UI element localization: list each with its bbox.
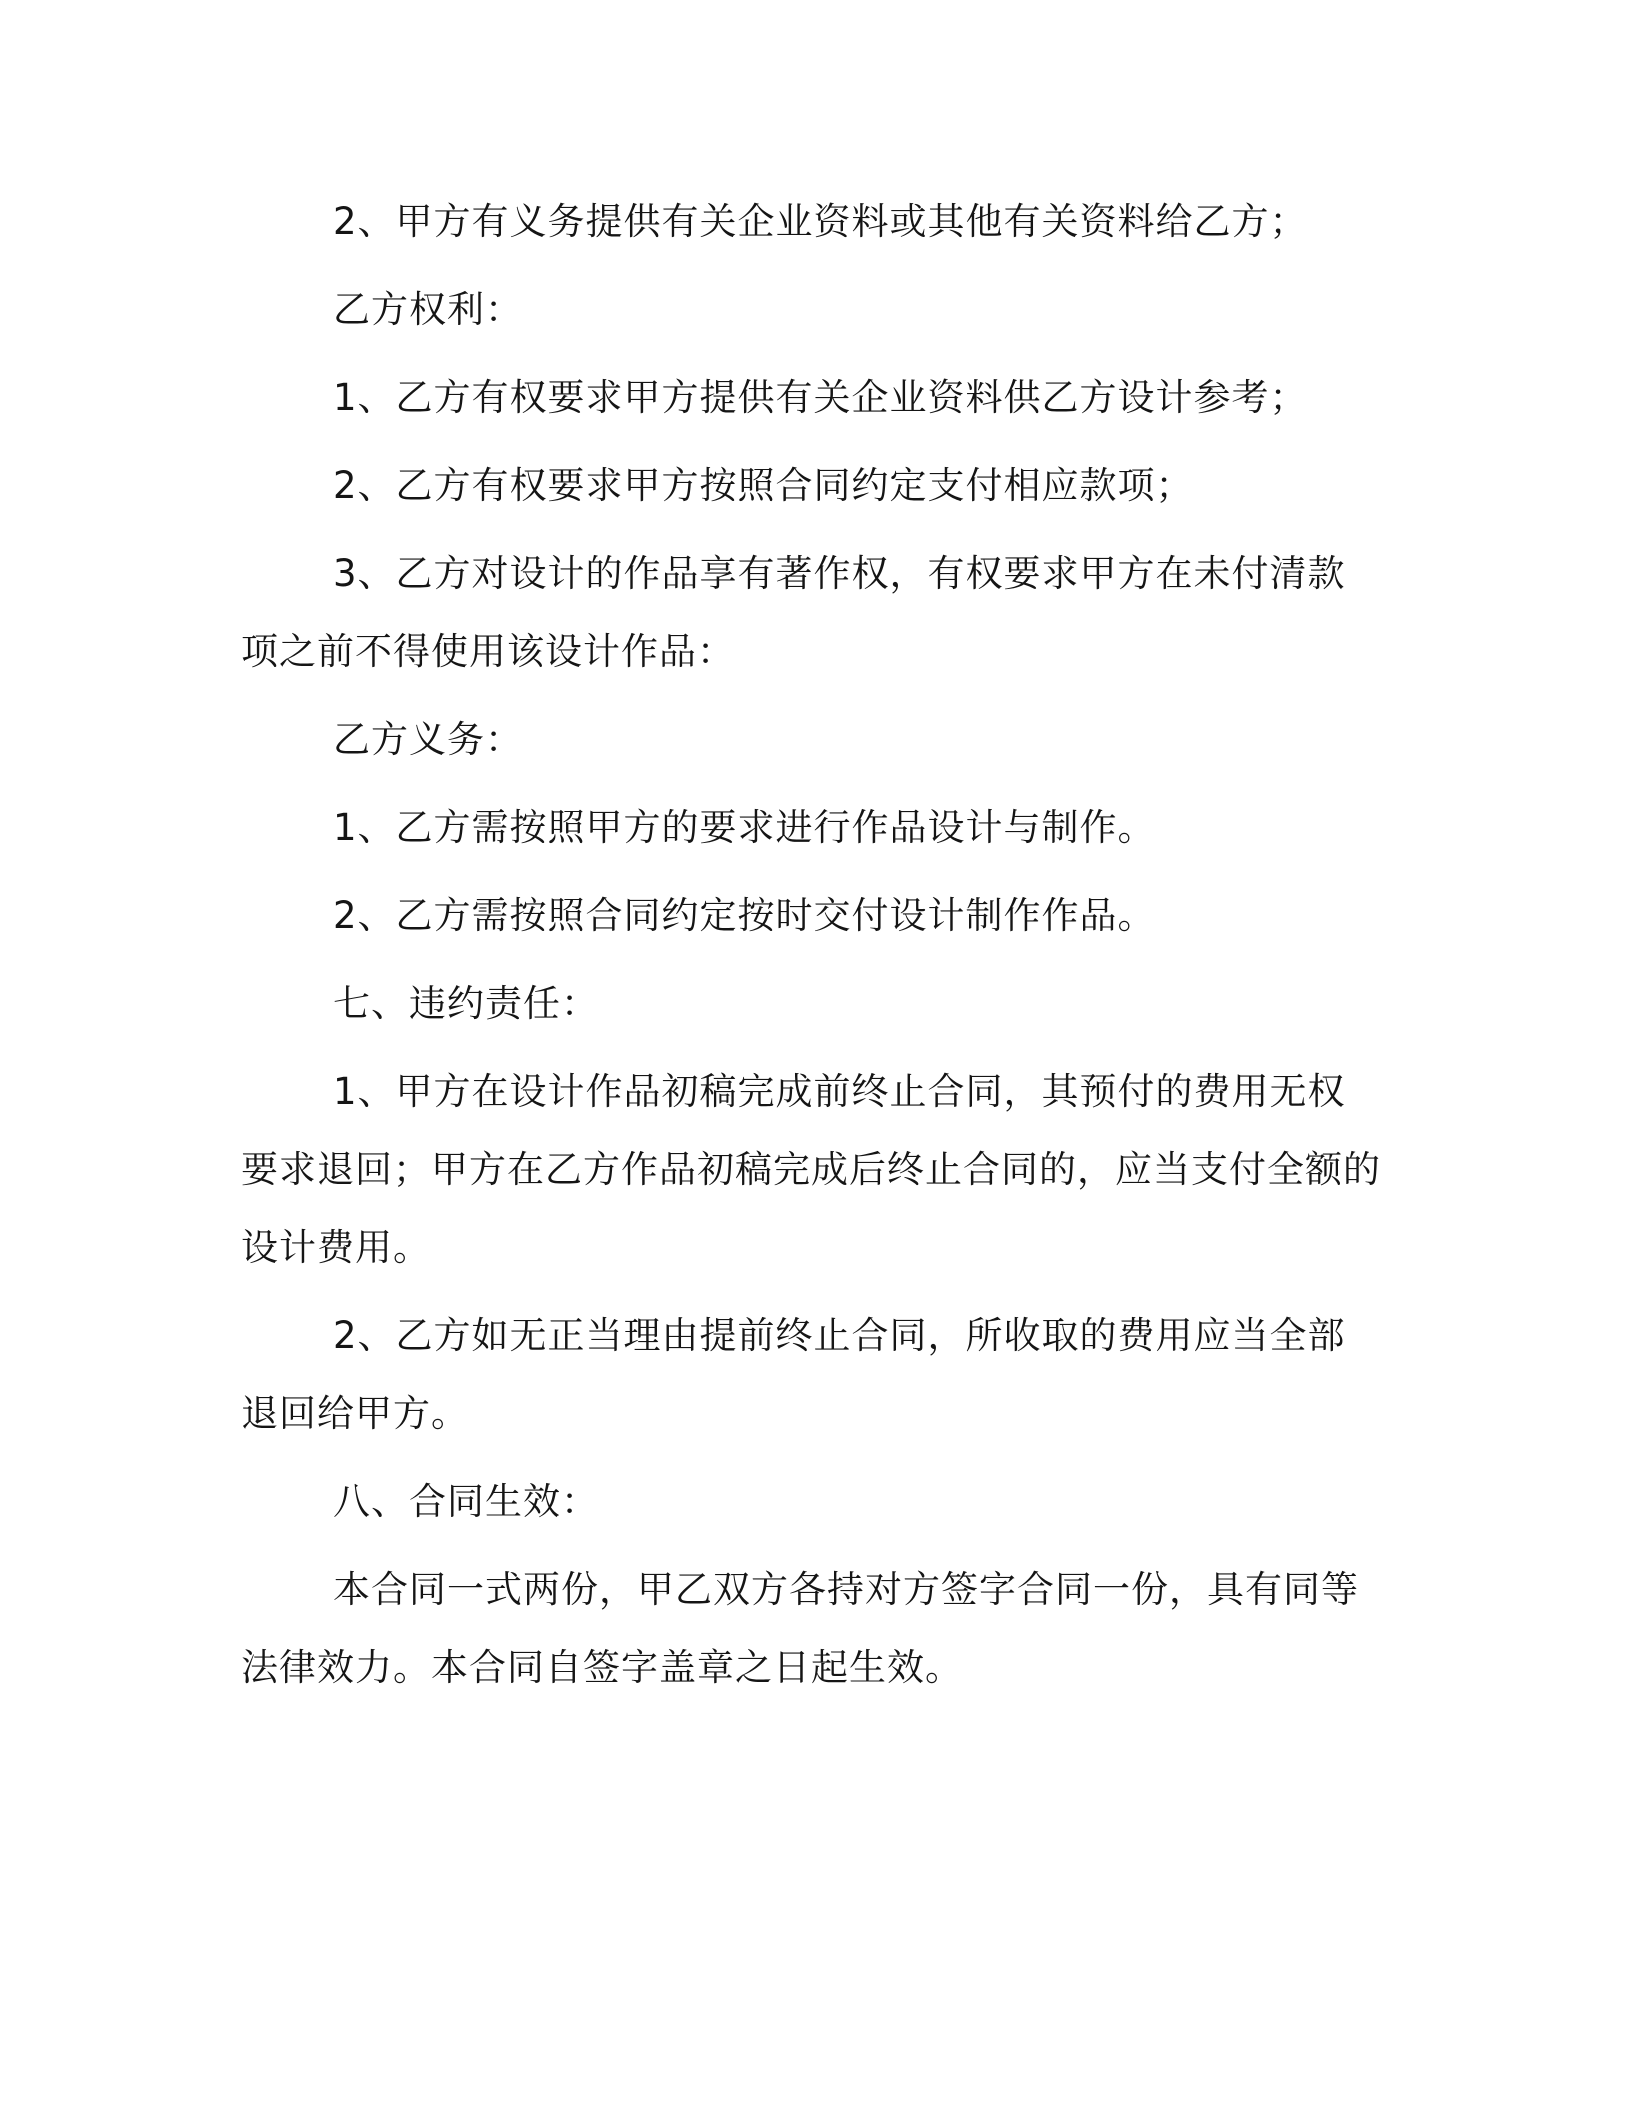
paragraph-party-b-obligation-1: 1、乙方需按照甲方的要求进行作品设计与制作。 (333, 806, 1156, 849)
heading-breach-liability: 七、违约责任： (333, 982, 599, 1025)
paragraph-party-b-right-2: 2、乙方有权要求甲方按照合同约定支付相应款项； (333, 464, 1194, 507)
paragraph-breach-liability-1: 1、甲方在设计作品初稿完成前终止合同，其预付的费用无权要求退回；甲方在乙方作品初稿完成后终止合同的，应当支付全额的设计费用。 (241, 1070, 1381, 1269)
paragraph-party-b-obligation-2: 2、乙方需按照合同约定按时交付设计制作作品。 (333, 894, 1156, 937)
document-body (241, 183, 1381, 1717)
heading-contract-effectiveness: 八、合同生效： (333, 1480, 599, 1523)
paragraph-party-a-obligation-2: 2、甲方有义务提供有关企业资料或其他有关资料给乙方； (333, 200, 1308, 243)
paragraph-contract-effectiveness: 本合同一式两份，甲乙双方各持对方签字合同一份，具有同等法律效力。本合同自签字盖章之日起生效。 (241, 1568, 1359, 1689)
paragraph-party-b-right-1: 1、乙方有权要求甲方提供有关企业资料供乙方设计参考； (333, 376, 1308, 419)
paragraph-breach-liability-2: 2、乙方如无正当理由提前终止合同，所收取的费用应当全部退回给甲方。 (241, 1314, 1346, 1435)
heading-party-b-rights: 乙方权利： (333, 288, 523, 331)
heading-party-b-obligations: 乙方义务： (333, 718, 523, 761)
paragraph-party-b-right-3: 3、乙方对设计的作品享有著作权，有权要求甲方在未付清款项之前不得使用该设计作品： (241, 552, 1346, 673)
